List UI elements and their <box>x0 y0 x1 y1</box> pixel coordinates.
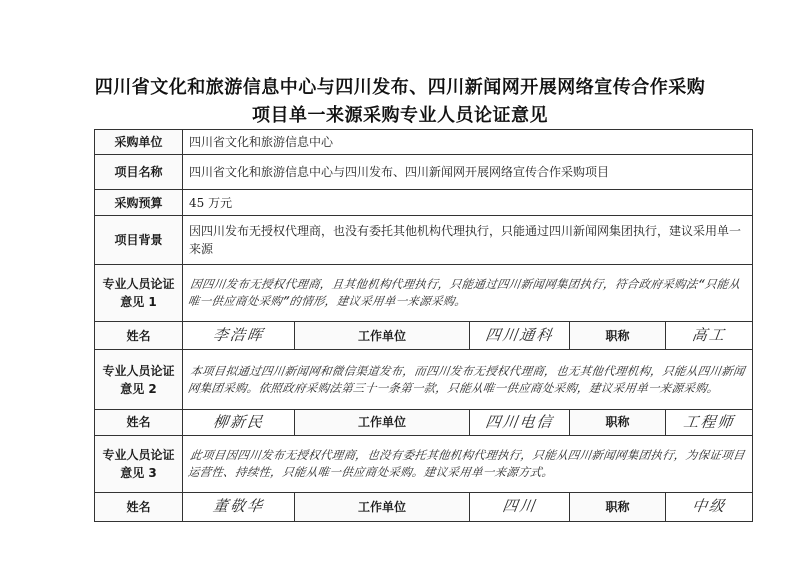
job-title-label-3: 职称 <box>570 492 666 521</box>
purchasing-unit-label: 采购单位 <box>95 130 183 155</box>
work-unit-label-3: 工作单位 <box>295 492 470 521</box>
row-expert-opinion-2 <box>95 350 753 409</box>
job-title-value-1: 高工 <box>666 322 753 350</box>
name-value-2: 柳新民 <box>183 409 295 435</box>
expert-opinion-text-3 <box>183 435 753 492</box>
name-label-2: 姓名 <box>95 409 183 435</box>
name-label-3: 姓名 <box>95 492 183 521</box>
expert-opinion-text-2 <box>183 350 753 409</box>
budget-value: 45 万元 <box>183 190 753 216</box>
name-value-3: 董敬华 <box>183 492 295 521</box>
name-label-1: 姓名 <box>95 322 183 350</box>
row-expert-signature-3 <box>95 492 753 521</box>
expert-opinion-label-3: 专业人员论证意见 3 <box>95 435 183 492</box>
handwritten-opinion-2: 本项目拟通过四川新闻网和微信渠道发布，而四川发布无授权代理商，也无其他代理机构，只能从四川新闻网集团采购。依照政府采购法第三十一条第一款，只能从唯一供应商处采购，建议采用单一来源采购。 <box>186 363 746 395</box>
work-unit-label-1: 工作单位 <box>295 322 470 350</box>
handwritten-opinion-3: 此项目因四川发布无授权代理商，也没有委托其他机构代理执行，只能从四川新闻网集团执行，为保证项目运营性、持续性，只能从唯一供应商处采购。建议采用单一来源方式。 <box>186 447 746 479</box>
expert-opinion-text-1 <box>183 265 753 322</box>
row-budget <box>95 190 753 216</box>
row-project-name <box>95 154 753 189</box>
row-purchasing-unit <box>95 130 753 155</box>
justification-form-table <box>94 129 753 522</box>
row-expert-opinion-3 <box>95 435 753 492</box>
project-background-value: 因四川发布无授权代理商，也没有委托其他机构代理执行，只能通过四川新闻网集团执行，建议采用单一来源 <box>183 216 753 265</box>
handwritten-opinion-1: 因四川发布无授权代理商，且其他机构代理执行，只能通过四川新闻网集团执行，符合政府采购法“只能从唯一供应商处采购”的情形，建议采用单一来源采购。 <box>186 277 742 309</box>
row-expert-signature-1 <box>95 322 753 350</box>
work-unit-value-1: 四川通科 <box>470 322 570 350</box>
expert-opinion-label-1: 专业人员论证意见 1 <box>95 265 183 322</box>
job-title-label-1: 职称 <box>570 322 666 350</box>
job-title-label-2: 职称 <box>570 409 666 435</box>
budget-label: 采购预算 <box>95 190 183 216</box>
job-title-value-2: 工程师 <box>666 409 753 435</box>
work-unit-label-2: 工作单位 <box>295 409 470 435</box>
work-unit-value-2: 四川电信 <box>470 409 570 435</box>
project-background-label: 项目背景 <box>95 216 183 265</box>
row-project-background <box>95 216 753 265</box>
purchasing-unit-value: 四川省文化和旅游信息中心 <box>183 130 753 155</box>
row-expert-opinion-1 <box>95 265 753 322</box>
project-name-value: 四川省文化和旅游信息中心与四川发布、四川新闻网开展网络宣传合作采购项目 <box>183 154 753 189</box>
job-title-value-3: 中级 <box>666 492 753 521</box>
document-title-line1: 四川省文化和旅游信息中心与四川发布、四川新闻网开展网络宣传合作采购 <box>94 77 706 98</box>
row-expert-signature-2 <box>95 409 753 435</box>
expert-opinion-label-2: 专业人员论证意见 2 <box>95 350 183 409</box>
project-name-label: 项目名称 <box>95 154 183 189</box>
work-unit-value-3: 四川 <box>470 492 570 521</box>
name-value-1: 李浩晖 <box>183 322 295 350</box>
document-title-line2: 项目单一来源采购专业人员论证意见 <box>252 105 548 126</box>
